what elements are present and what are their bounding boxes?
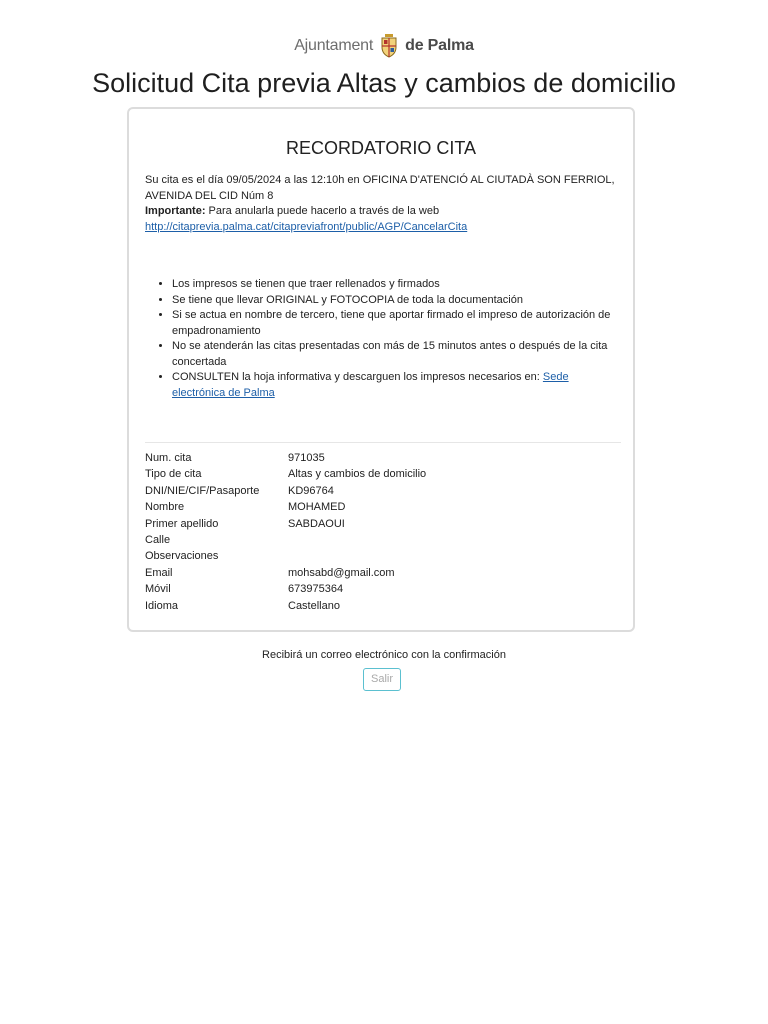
- consult-text: CONSULTEN la hoja informativa y descarguen los impresos necesarios en:: [172, 371, 543, 383]
- detail-row-observaciones: [145, 549, 621, 565]
- detail-label: Observaciones: [145, 550, 219, 563]
- divider: [145, 442, 621, 443]
- list-item: • No se atenderán las citas presentadas con más de 15 minutos antes o después de la cita concertada: [172, 339, 621, 370]
- detail-row-apellido: [145, 517, 621, 533]
- important-text: Para anularla puede hacerlo a través de la web: [205, 205, 440, 217]
- detail-row-num-cita: [145, 451, 621, 467]
- brand-logo: [0, 34, 768, 58]
- detail-row-document: [145, 484, 621, 500]
- logo-text-de-palma: de Palma: [405, 37, 474, 54]
- detail-label: Idioma: [145, 599, 179, 612]
- detail-label: Tipo de cita: [145, 468, 202, 481]
- sede-electronica-link[interactable]: Sede electrónica de Palma: [172, 371, 569, 399]
- detail-value: [288, 549, 621, 565]
- detail-label: Móvil: [145, 583, 171, 596]
- appointment-intro: [145, 173, 615, 235]
- detail-row-calle: [145, 533, 621, 549]
- exit-button[interactable]: Salir: [363, 668, 401, 691]
- list-item: [172, 370, 621, 401]
- list-item: • Los impresos se tienen que traer rellenados y firmados: [172, 277, 621, 293]
- confirmation-note: Recibirá un correo electrónico con la confirmación: [262, 649, 506, 661]
- detail-row-movil: [145, 582, 621, 598]
- detail-label: Calle: [145, 533, 171, 546]
- detail-value: Castellano: [288, 599, 340, 612]
- detail-value: [288, 533, 621, 549]
- detail-value: KD96764: [288, 484, 334, 497]
- detail-value: MOHAMED: [288, 501, 346, 514]
- detail-row-nombre: [145, 500, 621, 516]
- cancel-appointment-link[interactable]: http://citaprevia.palma.cat/citapreviafront/public/AGP/CancelarCita: [145, 220, 468, 233]
- appointment-summary: Su cita es el día 09/05/2024 a las 12:10h en OFICINA D'ATENCIÓ AL CIUTADÀ SON FERRIOL, AVENIDA DEL CID Núm 8: [145, 174, 615, 202]
- detail-value: mohsabd@gmail.com: [288, 566, 395, 579]
- cancel-instructions: [145, 204, 615, 220]
- detail-value: Altas y cambios de domicilio: [288, 468, 427, 481]
- detail-value: 971035: [288, 452, 325, 464]
- list-item: • Se tiene que llevar ORIGINAL y FOTOCOPIA de toda la documentación: [172, 293, 621, 309]
- card-title: RECORDATORIO CITA: [285, 138, 476, 158]
- detail-row-email: [145, 566, 621, 582]
- detail-value: SABDAOUI: [288, 517, 345, 530]
- detail-row-tipo-cita: [145, 467, 621, 483]
- detail-label: Num. cita: [145, 452, 192, 464]
- detail-label: Nombre: [145, 501, 185, 514]
- list-item: • Si se actua en nombre de tercero, tiene que aportar firmado el impreso de autorización de empadronamiento: [172, 308, 621, 339]
- important-label: Importante:: [145, 205, 206, 217]
- logo-text-ajuntament: Ajuntament: [294, 37, 374, 54]
- coat-of-arms-icon: [379, 34, 399, 58]
- detail-label: Email: [145, 566, 173, 579]
- requirements-list: [145, 277, 621, 401]
- detail-row-idioma: [145, 599, 621, 615]
- reminder-card: [127, 107, 635, 632]
- detail-value: 673975364: [288, 583, 344, 596]
- appointment-details: [145, 451, 621, 615]
- detail-label: Primer apellido: [145, 517, 219, 530]
- page-title: Solicitud Cita previa Altas y cambios de domicilio: [92, 68, 676, 98]
- detail-label: DNI/NIE/CIF/Pasaporte: [145, 484, 260, 497]
